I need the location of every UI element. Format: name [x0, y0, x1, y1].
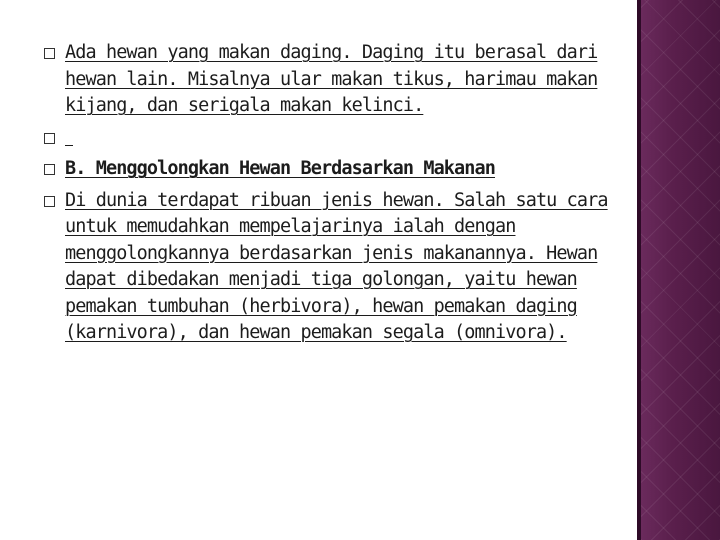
square-bullet-icon: [44, 164, 55, 175]
decorative-side-panel: [641, 0, 720, 540]
bullet-item-empty: [44, 125, 614, 152]
square-bullet-icon: [44, 196, 55, 207]
bullet-item: [44, 40, 614, 120]
paragraph-text: Di dunia terdapat ribuan jenis hewan. Salah satu cara untuk memudahkan mempelajarinya ialah dengan menggolongkannya berdasarkan jenis makanannya. Hewan dapat dibedakan menjadi tiga golongan, yaitu hewan pemakan tumbuhan (herbivora), hewan pemakan daging (karnivora), dan hewan pemakan segala (omnivora).: [65, 189, 608, 343]
square-bullet-icon: [44, 133, 55, 144]
slide-content: [44, 40, 614, 352]
section-heading: B. Menggolongkan Hewan Berdasarkan Makanan: [65, 158, 495, 179]
paragraph-text: Ada hewan yang makan daging. Daging itu berasal dari hewan lain. Misalnya ular makan tikus, harimau makan kijang, dan serigala makan kelinci.: [65, 42, 598, 116]
bullet-item: [44, 188, 614, 347]
paragraph-text: [65, 125, 73, 146]
square-bullet-icon: [44, 48, 55, 59]
bullet-item: [44, 156, 614, 183]
